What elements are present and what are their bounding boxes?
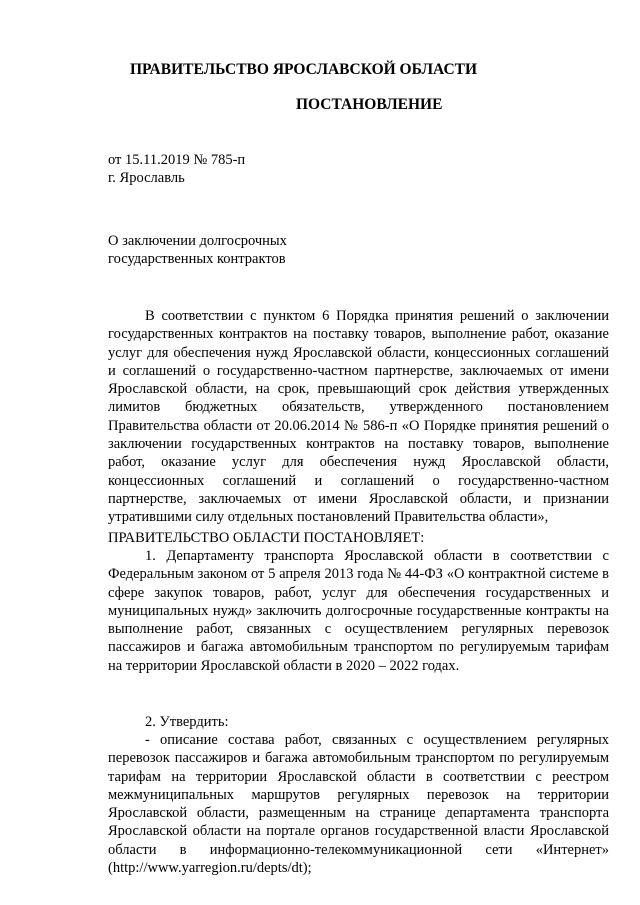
document-subject <box>108 232 287 268</box>
document-type-title: ПОСТАНОВЛЕНИЕ <box>296 96 443 113</box>
date-number-line: от 15.11.2019 № 785-п <box>108 152 246 168</box>
item-2-subitem-1: - описание состава работ, связанных с осуществлением регулярных перевозок пассажиров и багажа автомобильным транспортом по регулируемым тарифам на территории Ярославской области в соответствии с реестром межмуниципальных маршрутов регулярных перевозок на территории Ярославской области, размещенным на странице департамента транспорта Ярославской области на портале органов государственной власти Ярославской области в информационно-телекоммуникационной сети «Интернет» (http://www.yarregion.ru/depts/dt); <box>108 732 609 877</box>
preamble-paragraph: В соответствии с пунктом 6 Порядка принятия решений о заключении государственных контрактов на поставку товаров, выполнение работ, оказание услуг для обеспечения нужд Ярославской области, концессионных соглашений и соглашений о государственно-частном партнерстве, заключаемых от имени Ярославской области, на срок, превышающий срок действия утвержденных лимитов бюджетных обязательств, утвержденного постановлением Правительства области от 20.06.2014 № 586-п «О Порядке принятия решений о заключении государственных контрактов на поставку товаров, выполнение работ, оказание услуг для обеспечения нужд Ярославской области, концессионных соглашений и соглашений о государственно-частном партнерстве, заключаемых от имени Ярославской области, и признании утратившими силу отдельных постановлений Правительства области», <box>108 308 609 526</box>
city-line: г. Ярославль <box>108 170 185 186</box>
subject-line-2: государственных контрактов <box>108 251 286 267</box>
subject-line-1: О заключении долгосрочных <box>108 233 287 249</box>
item-1-paragraph: 1. Департаменту транспорта Ярославской области в соответствии с Федеральным законом от 5 апреля 2013 года № 44-ФЗ «О контрактной системе в сфере закупок товаров, работ, услуг для обеспечения государственных и муниципальных нужд» заключить долгосрочные государственные контракты на выполнение работ, связанных с осуществлением регулярных перевозок пассажиров и багажа автомобильным транспортом по регулируемым тарифам на территории Ярославской области в 2020 – 2022 годах. <box>108 548 609 674</box>
item-2-heading: 2. Утвердить: <box>145 714 229 730</box>
government-title: ПРАВИТЕЛЬСТВО ЯРОСЛАВСКОЙ ОБЛАСТИ <box>130 61 478 78</box>
decree-statement: ПРАВИТЕЛЬСТВО ОБЛАСТИ ПОСТАНОВЛЯЕТ: <box>108 530 425 546</box>
